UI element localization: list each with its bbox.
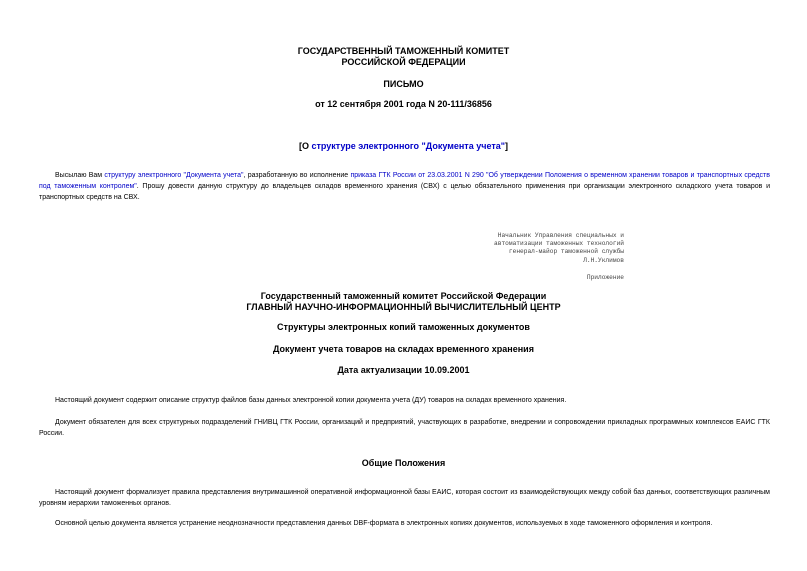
title-close: ] [505, 141, 509, 151]
intro-paragraph [39, 170, 770, 203]
appendix-label: Приложение [586, 273, 624, 281]
intro-text-3: . Прошу довести данную структуру до владельцев складов временного хранения (СВХ) с целью обязательного применения при организации электронного складского учета товаров и транспортных средств на СВХ. [39, 183, 770, 201]
appendix-actual-date: Дата актуализации 10.09.2001 [337, 365, 470, 375]
doc-date-number: от 12 сентября 2001 года N 20-111/36856 [315, 99, 492, 109]
doc-type: ПИСЬМО [383, 79, 424, 89]
signature-line-1: Начальник Управления специальных и [497, 232, 624, 239]
signature-line-2: автоматизации таможенных технологий [494, 240, 624, 248]
body-paragraph-3: Настоящий документ формализует правила представления внутримашинной оперативной информационной базы ЕАИС, которая состоит из взаимодействующих между собой баз данных, соответствующих различным уровням иерархии таможенных органов. [39, 489, 770, 507]
appendix-org-1: Государственный таможенный комитет Российской Федерации [260, 291, 547, 301]
body-paragraph-1: Настоящий документ содержит описание структур файлов базы данных электронной копии документа учета (ДУ) товаров на складах временного хранения. [55, 397, 567, 404]
appendix-subtitle-1: Структуры электронных копий таможенных документов [277, 322, 530, 332]
doc-title [0, 141, 807, 151]
title-open: [О [298, 141, 312, 151]
intro-link-order[interactable]: приказа ГТК России от 23.03.2001 N 290 "Об утверждении Положения о временном хранении товаров и транспортных средств под таможенным контролем" [39, 172, 770, 190]
org-line-1: ГОСУДАРСТВЕННЫЙ ТАМОЖЕННЫЙ КОМИТЕТ [297, 46, 510, 56]
body-paragraph-4: Основной целью документа является устранение неоднозначности представления данных DBF-формата в электронных копиях документов, используемых в ходе таможенного оформления и контроля. [55, 520, 713, 527]
intro-link-structure[interactable]: структуру электронного "Документа учета" [104, 172, 244, 179]
body-paragraph-2: Документ обязателен для всех структурных подразделений ГНИВЦ ГТК России, организаций и предприятий, участвующих в разработке, внедрении и сопровождении прикладных программных комплексов ЕАИС ГТК России. [39, 419, 770, 437]
signature-line-3: генерал-майор таможенной службы [508, 248, 624, 256]
signature-line-4: Л.Н.Уклимов [583, 256, 624, 264]
intro-text-1: Высылаю Вам [55, 172, 105, 179]
org-line-2: РОССИЙСКОЙ ФЕДЕРАЦИИ [341, 57, 466, 67]
appendix-subtitle-2: Документ учета товаров на складах временного хранения [273, 344, 534, 354]
signature-block [324, 232, 624, 282]
appendix-org-2: ГЛАВНЫЙ НАУЧНО-ИНФОРМАЦИОННЫЙ ВЫЧИСЛИТЕЛЬНЫЙ ЦЕНТР [246, 302, 561, 312]
title-link[interactable]: структуре электронного "Документа учета" [311, 141, 506, 151]
intro-text-2: , разработанную во исполнение [243, 172, 351, 179]
section-title: Общие Положения [361, 458, 446, 468]
